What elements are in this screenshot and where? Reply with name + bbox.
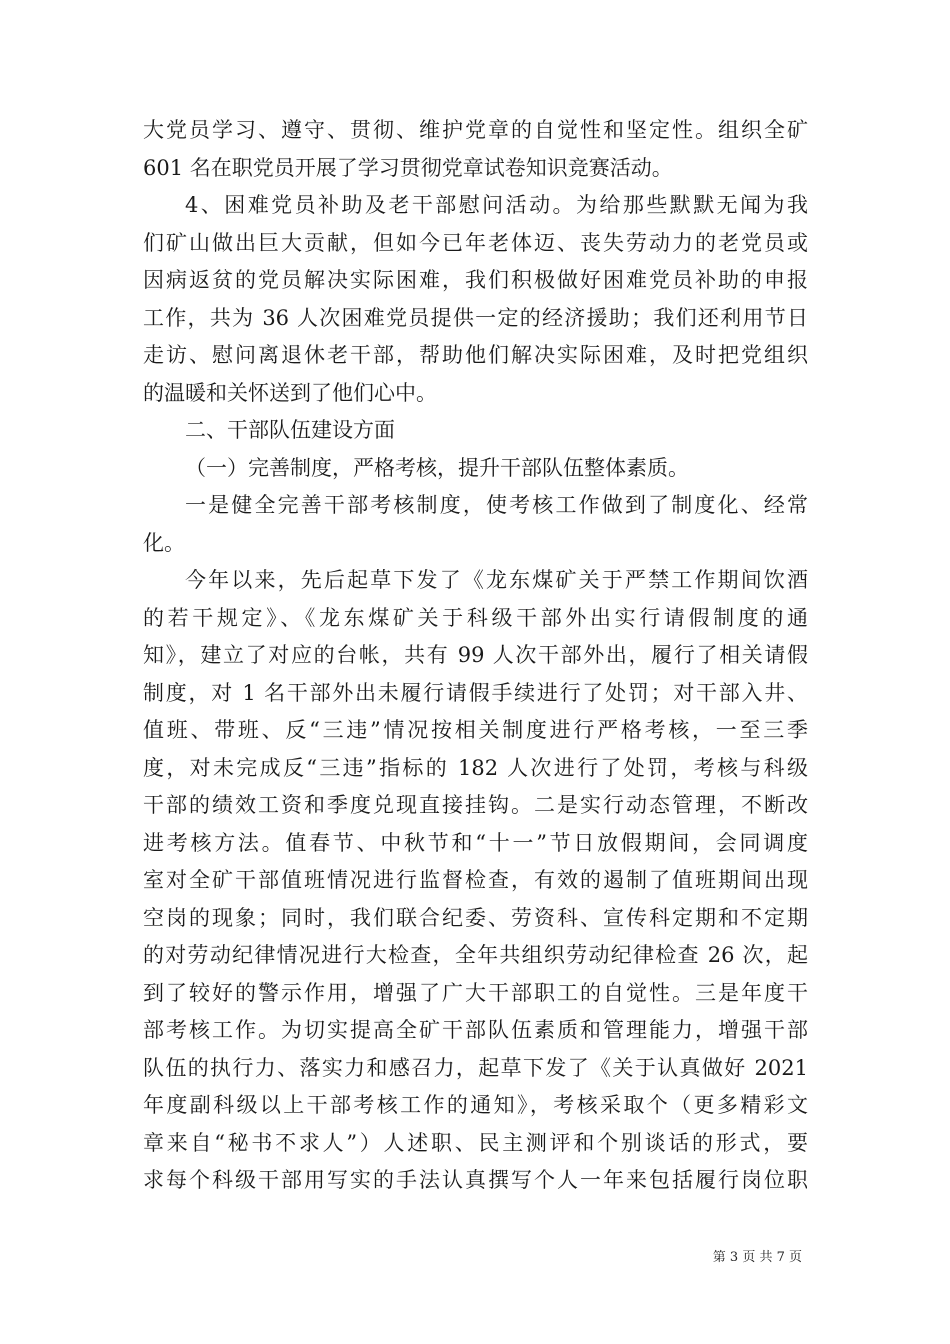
text-line: 室对全矿干部值班情况进行监督检查，有效的遏制了值班期间出现 <box>143 868 808 892</box>
text-line: 601 名在职党员开展了学习贯彻党章试卷知识竞赛活动。 <box>143 155 673 180</box>
text-line: 到了较好的警示作用，增强了广大干部职工的自觉性。三是年度干 <box>143 980 808 1005</box>
document-body <box>143 112 808 1200</box>
text-line: 二、干部队伍建设方面 <box>185 418 395 442</box>
text-line: 求每个科级干部用写实的手法认真撰写个人一年来包括履行岗位职 <box>143 1168 808 1192</box>
text-line: 大党员学习、遵守、贯彻、维护党章的自觉性和坚定性。组织全矿 <box>143 118 808 142</box>
text-line: 的温暖和关怀送到了他们心中。 <box>143 380 437 405</box>
text-line: 知》，建立了对应的台帐，共有 99 人次干部外出，履行了相关请假 <box>143 643 808 667</box>
text-line: 空岗的现象；同时，我们联合纪委、劳资科、宣传科定期和不定期 <box>143 905 808 930</box>
text-line: （一）完善制度，严格考核，提升干部队伍整体素质。 <box>185 455 689 480</box>
text-line: 制度，对 1 名干部外出未履行请假手续进行了处罚；对干部入井、 <box>143 680 808 705</box>
text-line: 的若干规定》、《龙东煤矿关于科级干部外出实行请假制度的通 <box>143 605 808 630</box>
page-number: 第 3 页 共 7 页 <box>712 1250 802 1265</box>
text-line: 干部的绩效工资和季度兑现直接挂钩。二是实行动态管理，不断改 <box>143 793 808 817</box>
text-line: 部考核工作。为切实提高全矿干部队伍素质和管理能力，增强干部 <box>143 1018 808 1042</box>
text-line: 因病返贫的党员解决实际困难，我们积极做好困难党员补助的申报 <box>143 268 808 292</box>
text-line: 今年以来，先后起草下发了《龙东煤矿关于严禁工作期间饮酒 <box>185 568 808 592</box>
text-lines <box>143 112 808 1200</box>
text-line: 进考核方法。值春节、中秋节和“十一”节日放假期间，会同调度 <box>143 830 808 855</box>
text-line: 4、困难党员补助及老干部慰问活动。为给那些默默无闻为我 <box>185 193 808 217</box>
text-line: 度，对未完成反“三违”指标的 182 人次进行了处罚，考核与科级 <box>143 755 808 780</box>
text-line: 化。 <box>143 530 185 555</box>
text-line: 工作，共为 36 人次困难党员提供一定的经济援助；我们还利用节日 <box>143 305 808 330</box>
text-line: 队伍的执行力、落实力和感召力，起草下发了《关于认真做好 2021 <box>143 1055 808 1080</box>
text-line: 们矿山做出巨大贡献，但如今已年老体迈、丧失劳动力的老党员或 <box>143 230 808 255</box>
text-line: 值班、带班、反“三违”情况按相关制度进行严格考核，一至三季 <box>143 718 808 742</box>
text-line: 章来自“秘书不求人”）人述职、民主测评和个别谈话的形式，要 <box>143 1130 808 1155</box>
text-line: 一是健全完善干部考核制度，使考核工作做到了制度化、经常 <box>185 493 808 517</box>
text-line: 走访、慰问离退休老干部，帮助他们解决实际困难，及时把党组织 <box>143 343 808 367</box>
text-line: 年度副科级以上干部考核工作的通知》，考核采取个（更多精彩文 <box>143 1093 808 1117</box>
text-line: 的对劳动纪律情况进行大检查，全年共组织劳动纪律检查 26 次，起 <box>143 943 808 967</box>
